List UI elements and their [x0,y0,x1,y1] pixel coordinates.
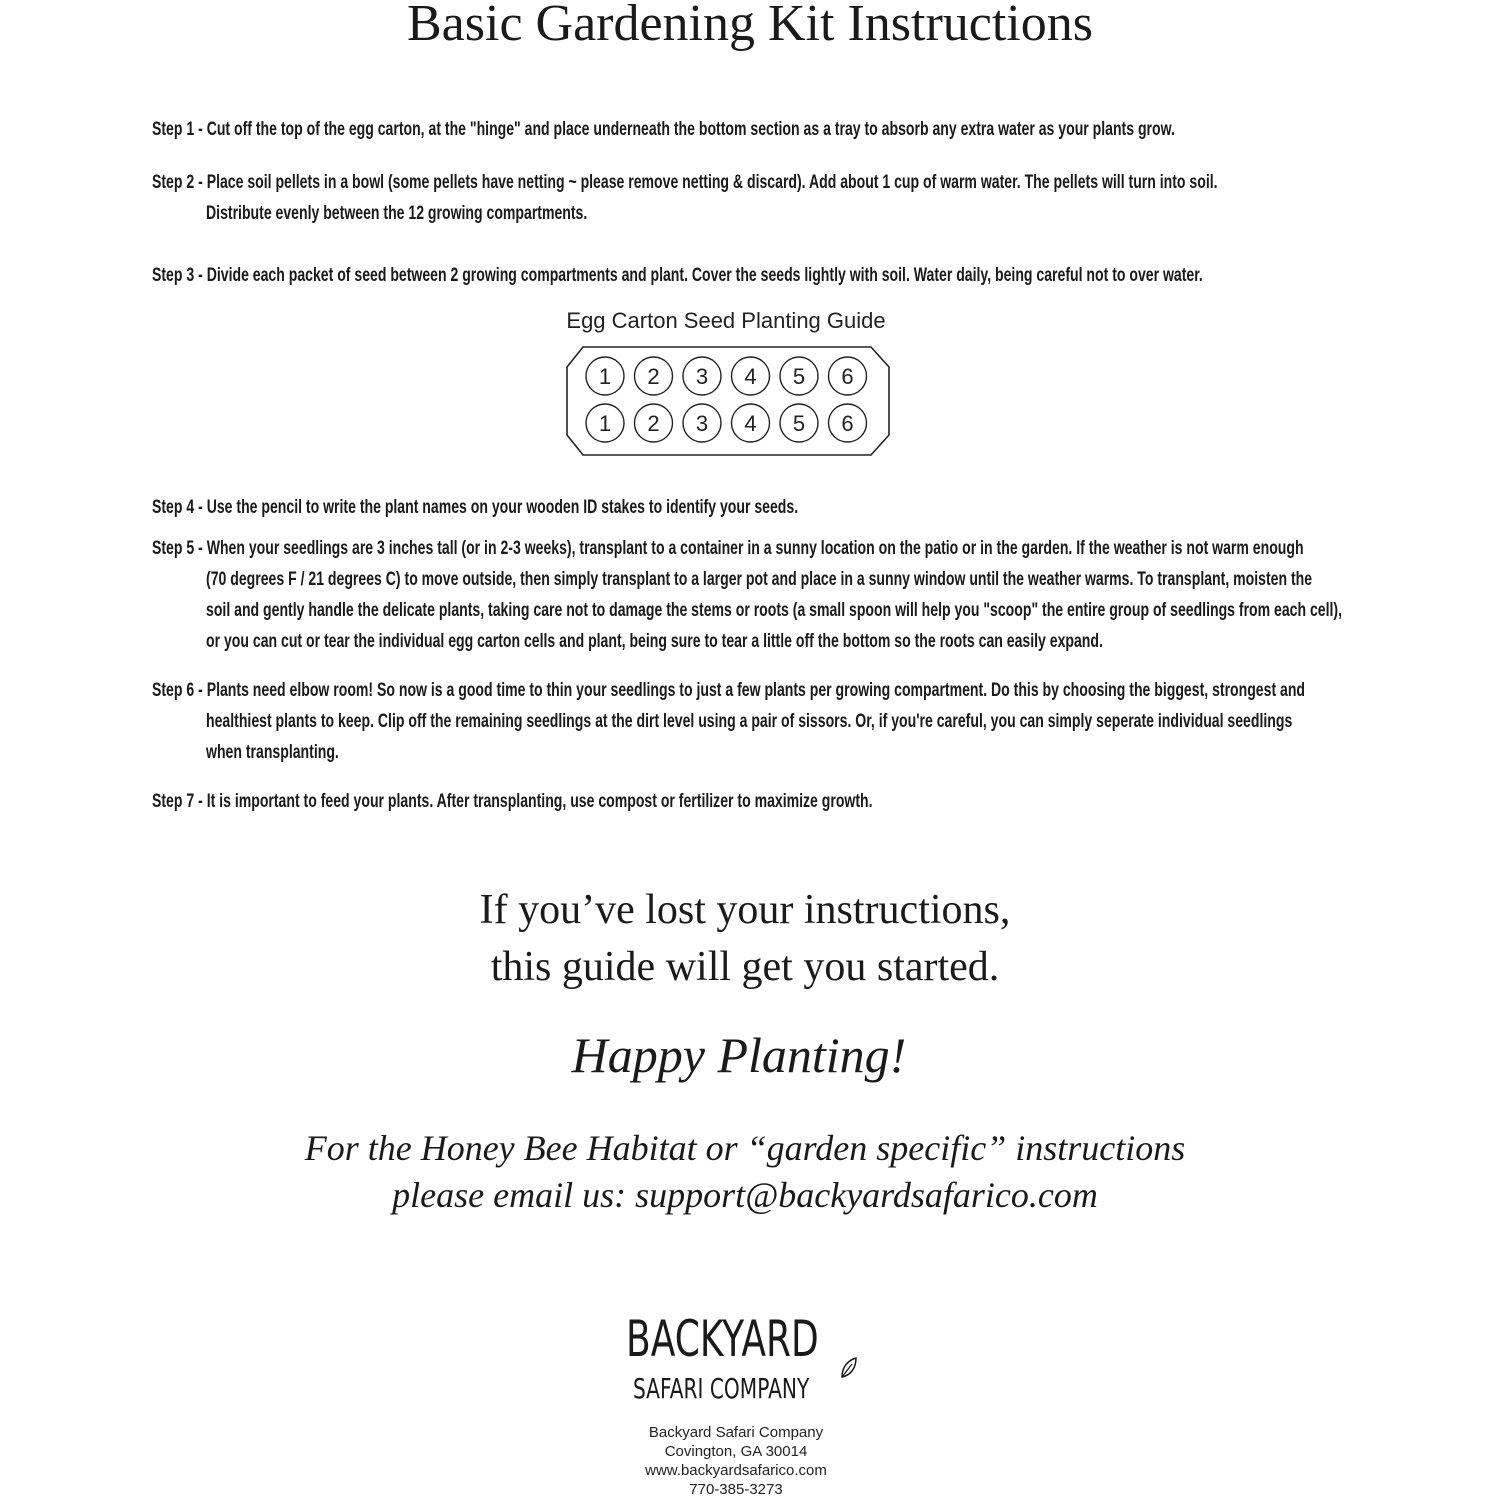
step-text: Use the pencil to write the plant names on your wooden ID stakes to identify your seeds. [206,497,799,518]
carton-cell-number: 6 [841,364,854,389]
logo-wordmark-bottom: SAFARI COMPANY [633,1372,810,1405]
carton-cell-number: 1 [598,364,612,389]
page-title: Basic Gardening Kit Instructions [407,0,1093,52]
step-3 [152,260,1203,291]
step-text: It is important to feed your plants. After transplanting, use compost or fertilizer to maximize growth. [206,791,873,812]
step-label: Step 1 - [152,119,207,140]
step-label: Step 4 - [152,497,207,518]
carton-cell-number: 4 [744,364,757,389]
step-5 [152,533,1342,657]
step-text: healthiest plants to keep. Clip off the remaining seedlings at the dirt level using a pair of sissors. Or, if you're careful, you can simply seperate individual seedlings [206,711,1293,732]
step-label: Step 2 - [152,172,207,193]
step-label: Step 5 - [152,538,207,559]
step-text: (70 degrees F / 21 degrees C) to move outside, then simply transplant to a larger pot and place in a sunny window until the weather warms. To transplant, moisten the [206,569,1313,590]
address-website: www.backyardsafarico.com [645,1462,827,1479]
carton-cell-number: 6 [841,411,854,436]
carton-cell-number: 3 [695,364,709,389]
contact-line-1: For the Honey Bee Habitat or “garden specific” instructions [304,1128,1186,1168]
step-text: or you can cut or tear the individual egg carton cells and plant, being sure to tear a little off the bottom so the roots can easily expand. [206,631,1103,652]
step-7 [152,786,873,817]
contact-note [0,1125,1490,1219]
step-2 [152,167,1218,229]
happy-planting: Happy Planting! [571,1027,907,1083]
carton-cell-number: 2 [647,411,660,436]
step-text: soil and gently handle the delicate plants, taking care not to damage the stems or roots (a small spoon will help you "scoop" the entire group of seedlings from each cell), [206,600,1343,621]
company-logo [626,1310,866,1410]
step-label: Step 3 - [152,265,207,286]
lost-instructions-note [0,882,1490,996]
address-phone: 770-385-3273 [689,1481,783,1498]
contact-line-2: please email us: support@backyardsafarico.com [392,1175,1098,1215]
step-text: Distribute evenly between the 12 growing compartments. [206,203,588,224]
guide-title: Egg Carton Seed Planting Guide [566,308,886,333]
address-city: Covington, GA 30014 [664,1443,808,1460]
step-text: Cut off the top of the egg carton, at the "hinge" and place underneath the bottom section as a tray to absorb any extra water as your plants grow. [206,119,1175,140]
step-label: Step 6 - [152,680,207,701]
company-address [0,1423,1472,1499]
carton-cell-number: 5 [792,364,806,389]
carton-cell-number: 1 [598,411,612,436]
step-1 [152,114,1175,145]
carton-cell-number: 4 [744,411,757,436]
address-company: Backyard Safari Company [648,1424,824,1441]
lost-line-1: If you’ve lost your instructions, [479,887,1011,933]
step-text: when transplanting. [206,742,339,763]
step-text: When your seedlings are 3 inches tall (or in 2-3 weeks), transplant to a container in a sunny location on the patio or in the garden. If the weather is not warm enough [206,538,1304,559]
step-text: Plants need elbow room! So now is a good time to thin your seedlings to just a few plants per growing compartment. Do this by choosing the biggest, strongest and [206,680,1306,701]
logo-wordmark-top: BACKYARD [626,1310,819,1368]
egg-carton-diagram [563,345,893,457]
step-text: Place soil pellets in a bowl (some pellets have netting ~ please remove netting & discard). Add about 1 cup of warm water. The pellets will turn into soil. [206,172,1218,193]
step-text: Divide each packet of seed between 2 growing compartments and plant. Cover the seeds lightly with soil. Water daily, being careful not to over water. [206,265,1203,286]
carton-cell-number: 5 [792,411,806,436]
carton-cell-number: 2 [647,364,660,389]
step-label: Step 7 - [152,791,207,812]
leaf-icon [839,1356,859,1380]
lost-line-2: this guide will get you started. [490,944,1000,990]
carton-cell-number: 3 [695,411,709,436]
step-4 [152,492,798,523]
step-6 [152,675,1305,768]
